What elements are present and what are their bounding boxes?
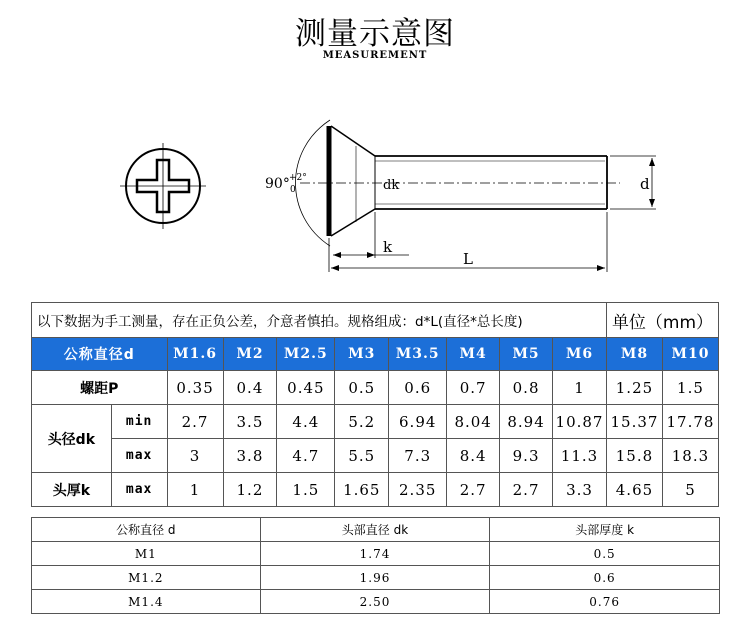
table-cell: M1 — [32, 542, 261, 566]
pitch-cell: 0.8 — [500, 371, 553, 405]
size-cell: M10 — [662, 338, 718, 371]
screw-side-view — [296, 120, 657, 272]
table-cell: 1.96 — [260, 566, 490, 590]
size-cell: M4 — [447, 338, 500, 371]
L-label: L — [463, 250, 473, 268]
size-cell: M2.5 — [277, 338, 335, 371]
pitch-cell: 1.25 — [607, 371, 663, 405]
dk-label: dk — [383, 178, 400, 193]
dk-min-cell: 17.78 — [662, 405, 718, 439]
pitch-cell: 0.45 — [277, 371, 335, 405]
dk-max-cell: 18.3 — [662, 439, 718, 473]
dk-min-cell: 6.94 — [389, 405, 447, 439]
dk-min-cell: 2.7 — [167, 405, 223, 439]
measurement-note: 以下数据为手工测量，存在正负公差，介意者慎拍。规格组成：d*L(直径*总长度) — [32, 303, 607, 338]
table-cell: M1.4 — [32, 590, 261, 614]
d-label: d — [640, 175, 650, 193]
dk-max-cell: 3.8 — [223, 439, 277, 473]
k-max-cell: 1.5 — [277, 473, 335, 507]
pitch-cell: 0.5 — [335, 371, 389, 405]
table-header: 头部直径 dk — [260, 518, 490, 542]
k-max-cell: 5 — [662, 473, 718, 507]
k-max-cell: 2.7 — [500, 473, 553, 507]
min-label: min — [111, 405, 167, 439]
size-cell: M5 — [500, 338, 553, 371]
k-label: k — [383, 238, 393, 256]
page-title: 测量示意图 — [295, 16, 455, 52]
small-size-table — [31, 517, 720, 614]
diagram-labels — [265, 173, 650, 268]
table-cell: 1.74 — [260, 542, 490, 566]
dk-min-cell: 10.87 — [553, 405, 607, 439]
size-cell: M3 — [335, 338, 389, 371]
measurement-diagram — [0, 0, 750, 300]
max-label: max — [111, 473, 167, 507]
size-cell: M3.5 — [389, 338, 447, 371]
pitch-cell: 1.5 — [662, 371, 718, 405]
pitch-cell: 0.7 — [447, 371, 500, 405]
screw-head-top-view — [120, 143, 206, 229]
dk-min-cell: 8.94 — [500, 405, 553, 439]
table-cell: 0.6 — [490, 566, 720, 590]
tolerance-upper: +2° — [289, 173, 307, 183]
size-cell: M1.6 — [167, 338, 223, 371]
k-max-cell: 2.35 — [389, 473, 447, 507]
table-cell: M1.2 — [32, 566, 261, 590]
dk-max-cell: 7.3 — [389, 439, 447, 473]
k-max-cell: 1.2 — [223, 473, 277, 507]
dk-min-cell: 8.04 — [447, 405, 500, 439]
k-max-cell: 1 — [167, 473, 223, 507]
size-cell: M8 — [607, 338, 663, 371]
dk-max-cell: 5.5 — [335, 439, 389, 473]
dk-max-cell: 3 — [167, 439, 223, 473]
dk-min-cell: 15.37 — [607, 405, 663, 439]
dk-min-cell: 5.2 — [335, 405, 389, 439]
dk-max-cell: 15.8 — [607, 439, 663, 473]
table-header: 公称直径 d — [32, 518, 261, 542]
k-max-cell: 4.65 — [607, 473, 663, 507]
k-max-cell: 2.7 — [447, 473, 500, 507]
max-label: max — [111, 439, 167, 473]
head-thickness-label: 头厚k — [32, 473, 112, 507]
nominal-diameter-header: 公称直径d — [32, 338, 168, 371]
pitch-cell: 0.6 — [389, 371, 447, 405]
table-cell: 0.76 — [490, 590, 720, 614]
spec-table — [31, 302, 719, 507]
tolerance-lower: 0 — [290, 185, 296, 195]
k-max-cell: 3.3 — [553, 473, 607, 507]
angle-label: 90° — [265, 176, 290, 192]
dk-min-cell: 4.4 — [277, 405, 335, 439]
pitch-cell: 1 — [553, 371, 607, 405]
pitch-label: 螺距P — [32, 371, 168, 405]
dk-min-cell: 3.5 — [223, 405, 277, 439]
page-subtitle: MEASUREMENT — [322, 50, 428, 61]
dk-max-cell: 11.3 — [553, 439, 607, 473]
table-cell: 2.50 — [260, 590, 490, 614]
pitch-cell: 0.4 — [223, 371, 277, 405]
head-diameter-label: 头径dk — [32, 405, 112, 473]
pitch-cell: 0.35 — [167, 371, 223, 405]
table-header: 头部厚度 k — [490, 518, 720, 542]
dk-max-cell: 4.7 — [277, 439, 335, 473]
dk-max-cell: 8.4 — [447, 439, 500, 473]
unit-label: 单位（mm） — [607, 303, 719, 338]
k-max-cell: 1.65 — [335, 473, 389, 507]
size-cell: M6 — [553, 338, 607, 371]
dk-max-cell: 9.3 — [500, 439, 553, 473]
table-cell: 0.5 — [490, 542, 720, 566]
size-cell: M2 — [223, 338, 277, 371]
